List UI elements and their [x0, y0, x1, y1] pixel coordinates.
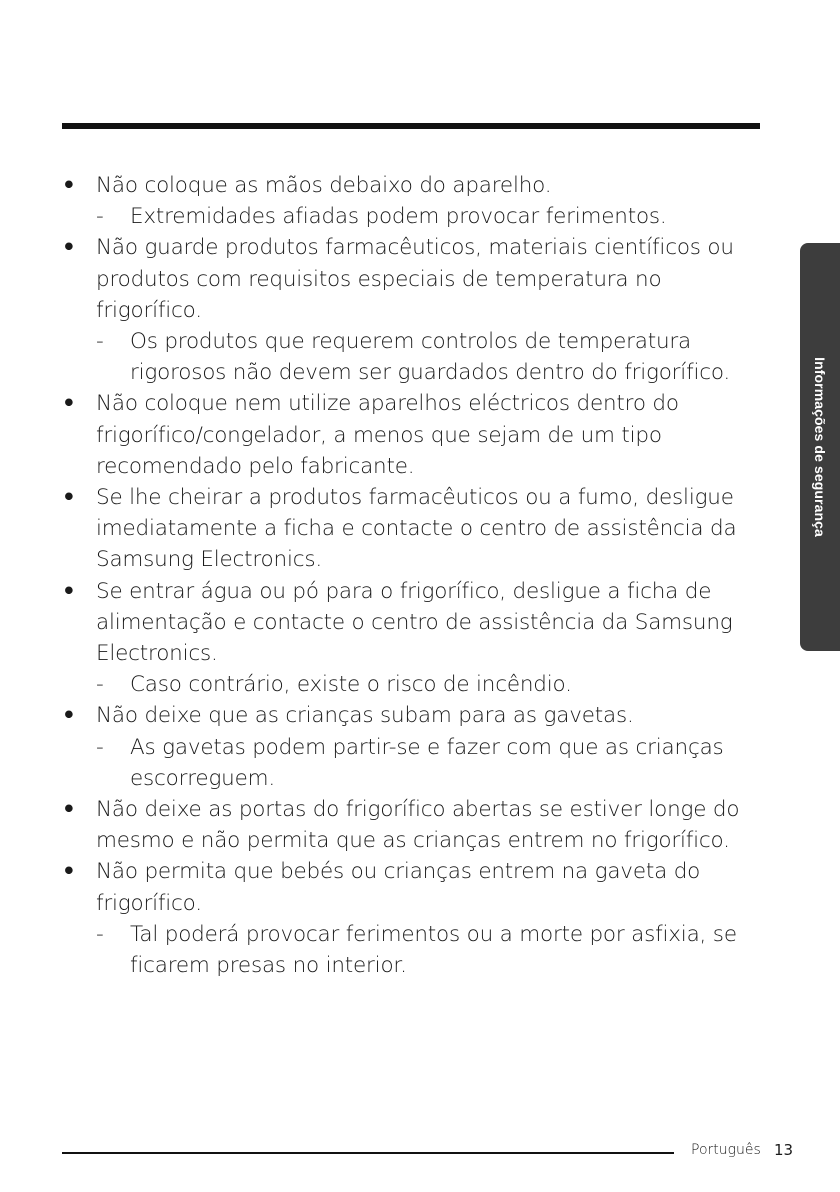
- sub-item-text: Extremidades afiadas podem provocar ferimentos.: [130, 204, 667, 230]
- safety-list: [62, 170, 762, 981]
- item-text: Não permita que bebés ou crianças entrem na gaveta do frigorífico.: [96, 859, 701, 916]
- dash-icon: -: [96, 329, 104, 355]
- list-item: [62, 856, 762, 918]
- sub-item-text: Tal poderá provocar ferimentos ou a morte por asfixia, se ficarem presas no interior.: [130, 921, 737, 979]
- bullet-icon: •: [62, 235, 76, 261]
- bullet-icon: •: [62, 578, 76, 604]
- list-item: [62, 669, 762, 700]
- list-item: [62, 170, 762, 201]
- footer-language: Português: [691, 1142, 761, 1158]
- list-item: [62, 700, 762, 731]
- list-item: [62, 732, 762, 794]
- bullet-icon: •: [62, 173, 76, 198]
- bullet-icon: •: [62, 703, 76, 729]
- sub-item-text: Caso contrário, existe o risco de incêndio.: [130, 672, 572, 698]
- list-item: [62, 388, 762, 482]
- sub-item-text: Os produtos que requerem controlos de temperatura rigorosos não devem ser guardados dentro do frigorífico.: [130, 329, 731, 386]
- item-text: Se lhe cheirar a produtos farmacêuticos ou a fumo, desligue imediatamente a ficha e contacte o centro de assistência da Samsung Electronics.: [96, 485, 737, 573]
- list-item: [62, 232, 762, 326]
- dash-icon: -: [96, 672, 104, 698]
- dash-icon: -: [96, 204, 104, 230]
- list-item: [62, 576, 762, 670]
- item-text: Se entrar água ou pó para o frigorífico, desligue a ficha de alimentação e contacte o centro de assistência da Samsung Electronics.: [96, 578, 733, 667]
- item-text: Não guarde produtos farmacêuticos, materiais científicos ou produtos com requisitos especiais de temperatura no frigorífico.: [96, 235, 734, 323]
- page-number: 13: [774, 1141, 794, 1159]
- bullet-icon: •: [62, 391, 76, 417]
- bullet-icon: •: [62, 797, 76, 823]
- top-rule: [62, 123, 760, 129]
- item-text: Não deixe que as crianças subam para as gavetas.: [96, 703, 634, 729]
- section-tab-label: Informações de segurança: [812, 357, 828, 537]
- dash-icon: -: [96, 734, 104, 760]
- list-item: [62, 326, 762, 388]
- section-tab: [800, 243, 840, 651]
- dash-icon: -: [96, 921, 104, 947]
- bullet-icon: •: [62, 859, 76, 885]
- item-text: Não coloque nem utilize aparelhos eléctricos dentro do frigorífico/congelador, a menos que sejam de um tipo recomendado pelo fabricante.: [96, 391, 679, 479]
- bullet-icon: •: [62, 485, 76, 511]
- list-item: [62, 794, 762, 856]
- list-item: [62, 201, 762, 232]
- item-text: Não deixe as portas do frigorífico abertas se estiver longe do mesmo e não permita que as crianças entrem no frigorífico.: [96, 797, 740, 854]
- list-item: [62, 482, 762, 576]
- list-item: [62, 919, 762, 981]
- sub-item-text: As gavetas podem partir-se e fazer com que as crianças escorreguem.: [130, 734, 724, 791]
- footer-rule: [62, 1152, 674, 1154]
- item-text: Não coloque as mãos debaixo do aparelho.: [96, 173, 552, 198]
